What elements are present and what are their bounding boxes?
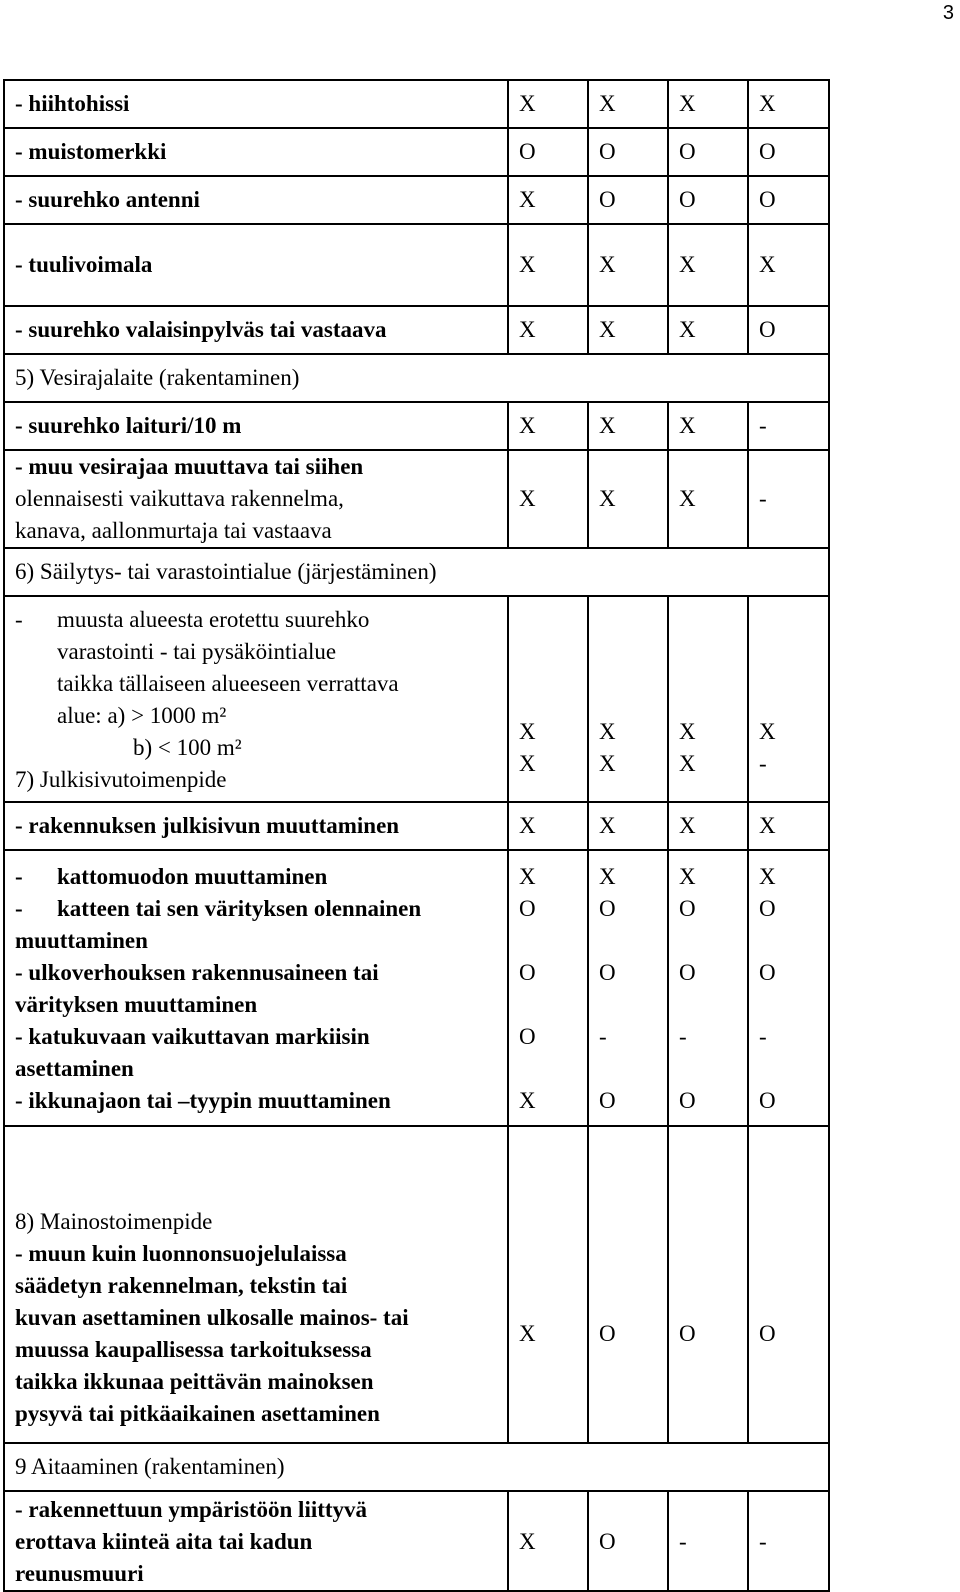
sub-entry	[15, 1085, 497, 1117]
mark-cell: X	[508, 402, 588, 450]
mark-cell: -	[748, 402, 829, 450]
section-note: (rakentaminen)	[144, 1454, 285, 1479]
mark: -	[759, 1024, 767, 1049]
section-title: 8) Mainostoimenpide	[15, 1208, 213, 1234]
label-line: - muu vesirajaa muuttava tai siihen	[15, 454, 364, 479]
table-row	[4, 1491, 829, 1591]
label-line: - katukuvaan vaikuttavan markiisin	[15, 1024, 370, 1049]
table-row	[4, 128, 829, 176]
section-title: 5) Vesirajalaite	[15, 365, 154, 390]
mark-cell: X	[588, 224, 668, 306]
mark-cell: O	[668, 1126, 748, 1443]
mark-cell	[668, 850, 748, 1126]
mark-b: X	[599, 751, 616, 776]
mark: O	[759, 896, 776, 921]
mark-cell: X	[668, 802, 748, 850]
mark: X	[599, 864, 616, 889]
mark-cell	[588, 850, 668, 1126]
mark-cell: X	[508, 1491, 588, 1591]
mark-cell: O	[588, 1126, 668, 1443]
label-line: b) < 100 m²	[133, 735, 242, 760]
table-row	[4, 850, 829, 1126]
mark-a: X	[599, 719, 616, 744]
mark: O	[519, 1024, 536, 1049]
mark: O	[599, 1088, 616, 1113]
row-label: - suurehko antenni	[4, 176, 508, 224]
table-row	[4, 1126, 829, 1443]
mark-cell: X	[748, 802, 829, 850]
mark: O	[599, 960, 616, 985]
mark-cell: -	[748, 1491, 829, 1591]
label-line: muusta alueesta erotettu suurehko	[57, 607, 370, 632]
label-dash: -	[15, 864, 23, 889]
row-label	[4, 1491, 508, 1591]
table-row	[4, 354, 829, 402]
sub-entry	[15, 1021, 497, 1085]
table-row	[4, 80, 829, 128]
label-line: reunusmuuri	[15, 1561, 144, 1586]
mark-cell: -	[668, 1491, 748, 1591]
row-label	[4, 1126, 508, 1443]
table-row	[4, 1443, 829, 1491]
mark-a: X	[519, 719, 536, 744]
mark-a: X	[759, 719, 776, 744]
mark-cell: O	[748, 306, 829, 354]
mark-cell: -	[748, 450, 829, 548]
mark-cell	[588, 596, 668, 802]
mark-cell: X	[588, 80, 668, 128]
mark-cell: X	[668, 306, 748, 354]
mark-a: X	[679, 719, 696, 744]
mark-cell	[748, 850, 829, 1126]
mark: O	[759, 960, 776, 985]
row-label: - hiihtohissi	[4, 80, 508, 128]
label-line: alue: a) > 1000 m²	[57, 703, 227, 728]
section-title: 6) Säilytys- tai varastointialue	[15, 559, 292, 584]
table-row	[4, 596, 829, 802]
mark-cell: O	[668, 176, 748, 224]
mark-cell: X	[508, 176, 588, 224]
mark: O	[519, 960, 536, 985]
label-line: taikka ikkunaa peittävän mainoksen	[15, 1368, 374, 1394]
mark-cell	[748, 596, 829, 802]
row-label: - muistomerkki	[4, 128, 508, 176]
mark-b: X	[679, 751, 696, 776]
label-line: pysyvä tai pitkäaikainen asettaminen	[15, 1400, 380, 1426]
mark-cell: X	[588, 802, 668, 850]
sub-entry	[15, 861, 497, 893]
table-row	[4, 548, 829, 596]
section-heading	[4, 354, 829, 402]
mark-cell: X	[748, 224, 829, 306]
table-row	[4, 450, 829, 548]
label-line: erottava kiinteä aita tai kadun	[15, 1529, 313, 1554]
mark: X	[679, 864, 696, 889]
label-line: - ikkunajaon tai –tyypin muuttaminen	[15, 1088, 391, 1113]
mark-cell: X	[508, 450, 588, 548]
mark: O	[599, 896, 616, 921]
section-heading	[4, 548, 829, 596]
mark-cell: X	[508, 1126, 588, 1443]
label-line: taikka tällaiseen alueeseen verrattava	[57, 671, 399, 696]
label-line: kanava, aallonmurtaja tai vastaava	[15, 518, 332, 543]
section-title: 9 Aitaaminen	[15, 1454, 139, 1479]
mark-cell: O	[748, 176, 829, 224]
label-line: muuttaminen	[15, 928, 148, 953]
mark: O	[679, 896, 696, 921]
table-row	[4, 224, 829, 306]
mark-cell: O	[668, 128, 748, 176]
row-label: - suurehko laituri/10 m	[4, 402, 508, 450]
label-line: - ulkoverhouksen rakennusaineen tai	[15, 960, 379, 985]
mark: X	[519, 1088, 536, 1113]
mark-cell: O	[588, 128, 668, 176]
label-line: säädetyn rakennelman, tekstin tai	[15, 1272, 348, 1298]
mark-cell: X	[748, 80, 829, 128]
label-line: kattomuodon muuttaminen	[57, 864, 328, 889]
mark-cell: X	[588, 402, 668, 450]
mark: -	[679, 1024, 687, 1049]
mark: X	[519, 864, 536, 889]
mark-cell: X	[588, 450, 668, 548]
mark-cell: X	[508, 802, 588, 850]
table-row	[4, 176, 829, 224]
row-label: - tuulivoimala	[4, 224, 508, 306]
mark-cell: O	[748, 128, 829, 176]
table-row	[4, 802, 829, 850]
label-line: katteen tai sen värityksen olennainen	[57, 896, 422, 921]
mark-b: -	[759, 751, 767, 776]
mark-cell: X	[668, 402, 748, 450]
table-row	[4, 306, 829, 354]
label-dash: -	[15, 607, 23, 632]
mark-cell: X	[668, 80, 748, 128]
section-note: (järjestäminen)	[297, 559, 437, 584]
mark-cell	[668, 596, 748, 802]
row-label: - suurehko valaisinpylväs tai vastaava	[4, 306, 508, 354]
sub-entry	[15, 893, 497, 957]
mark-cell: X	[508, 80, 588, 128]
mark-cell: O	[588, 176, 668, 224]
mark-b: X	[519, 751, 536, 776]
label-line: olennaisesti vaikuttava rakennelma,	[15, 486, 344, 511]
sub-entry	[15, 957, 497, 1021]
mark-cell	[508, 850, 588, 1126]
mark-cell: X	[668, 224, 748, 306]
label-line: värityksen muuttaminen	[15, 992, 258, 1017]
row-label: - rakennuksen julkisivun muuttaminen	[4, 802, 508, 850]
row-label	[4, 596, 508, 802]
mark: O	[679, 960, 696, 985]
mark-cell: X	[588, 306, 668, 354]
mark: X	[759, 864, 776, 889]
mark-cell: O	[588, 1491, 668, 1591]
mark-cell: X	[508, 224, 588, 306]
label-line: - muun kuin luonnonsuojelulaissa	[15, 1240, 347, 1266]
label-dash: -	[15, 896, 23, 921]
row-label	[4, 450, 508, 548]
section-note: (rakentaminen)	[158, 365, 300, 390]
mark-cell: O	[508, 128, 588, 176]
mark: O	[519, 896, 536, 921]
label-line: asettaminen	[15, 1056, 134, 1081]
table-row	[4, 402, 829, 450]
section-heading	[4, 1443, 829, 1491]
zoning-table	[3, 79, 830, 1592]
mark-cell: X	[668, 450, 748, 548]
label-line: varastointi - tai pysäköintialue	[57, 639, 337, 664]
subsection-title: 7) Julkisivutoimenpide	[15, 767, 227, 792]
mark: O	[679, 1088, 696, 1113]
mark: O	[759, 1088, 776, 1113]
mark-cell	[508, 596, 588, 802]
label-line: muussa kaupallisessa tarkoituksessa	[15, 1336, 372, 1362]
row-label	[4, 850, 508, 1126]
mark-cell: X	[508, 306, 588, 354]
page-number: 3	[942, 2, 954, 24]
label-line: kuvan asettaminen ulkosalle mainos- tai	[15, 1304, 409, 1330]
mark-cell: O	[748, 1126, 829, 1443]
mark: -	[599, 1024, 607, 1049]
label-line: - rakennettuun ympäristöön liittyvä	[15, 1497, 368, 1522]
